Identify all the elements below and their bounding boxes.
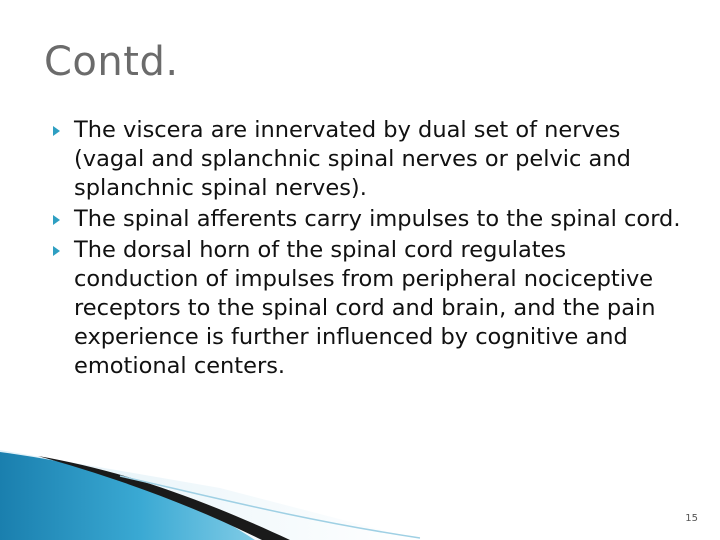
bullet-text: The spinal afferents carry impulses to the spinal cord.: [74, 206, 681, 232]
slide-title: Contd.: [44, 39, 179, 85]
triangle-right-icon: [53, 215, 60, 225]
corner-decoration: [0, 450, 430, 540]
bullet-item: [44, 236, 684, 381]
triangle-right-icon: [53, 246, 60, 256]
triangle-right-icon: [53, 126, 60, 136]
bullet-list: [44, 116, 684, 383]
bullet-text: The viscera are innervated by dual set of nerves (vagal and splanchnic spinal nerves or pelvic and splanchnic spinal nerves).: [74, 117, 631, 201]
bullet-item: [44, 116, 684, 203]
bullet-text: The dorsal horn of the spinal cord regulates conduction of impulses from peripheral nociceptive receptors to the spinal cord and brain, and the pain experience is further influenced by cognitive and emotional centers.: [74, 237, 656, 379]
bullet-item: [44, 205, 684, 234]
page-number: 15: [685, 513, 698, 524]
